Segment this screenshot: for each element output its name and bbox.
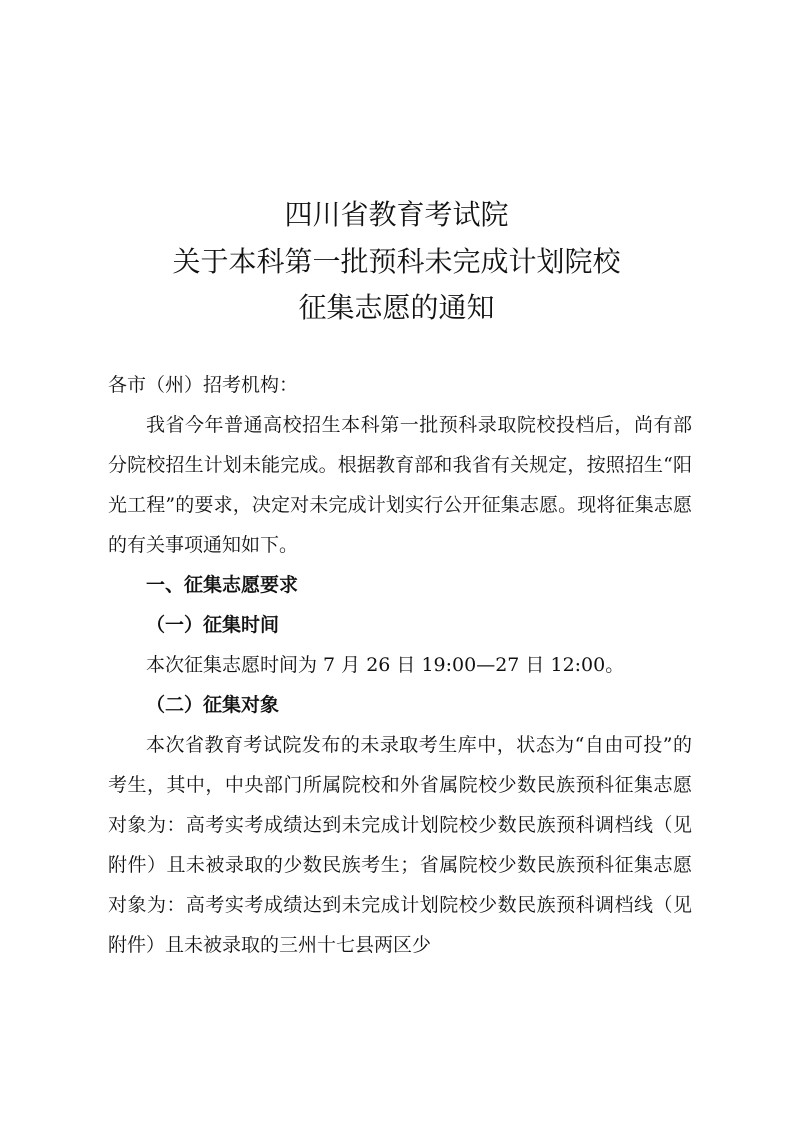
subsection-heading-time: （一）征集时间 bbox=[146, 614, 280, 636]
intro-paragraph: 我省今年普通高校招生本科第一批预科录取院校投档后，尚有部分院校招生计划未能完成。根据教育部和我省有关规定，按照招生“阳光工程”的要求，决定对未完成计划实行公开征集志愿。现将征集志愿的有关事项通知如下。 bbox=[108, 414, 692, 556]
collection-target-paragraph: 本次省教育考试院发布的未录取考生库中，状态为“自由可投”的考生，其中，中央部门所属院校和外省属院校少数民族预科征集志愿对象为：高考实考成绩达到未完成计划院校少数民族预科调档线（见附件）且未被录取的少数民族考生；省属院校少数民族预科征集志愿对象为：高考实考成绩达到未完成计划院校少数民族预科调档线（见附件）且未被录取的三州十七县两区少 bbox=[108, 734, 692, 956]
section-heading-requirements: 一、征集志愿要求 bbox=[146, 574, 299, 596]
document-title-line-1: 四川省教育考试院 bbox=[284, 198, 509, 231]
document-title-line-3: 征集志愿的通知 bbox=[298, 291, 495, 324]
salutation: 各市（州）招考机构： bbox=[108, 374, 299, 396]
subsection-heading-target: （二）征集对象 bbox=[146, 694, 280, 716]
collection-time-paragraph: 本次征集志愿时间为 7 月 26 日 19:00—27 日 12:00。 bbox=[146, 654, 625, 676]
document-title-line-2: 关于本科第一批预科未完成计划院校 bbox=[172, 245, 621, 278]
